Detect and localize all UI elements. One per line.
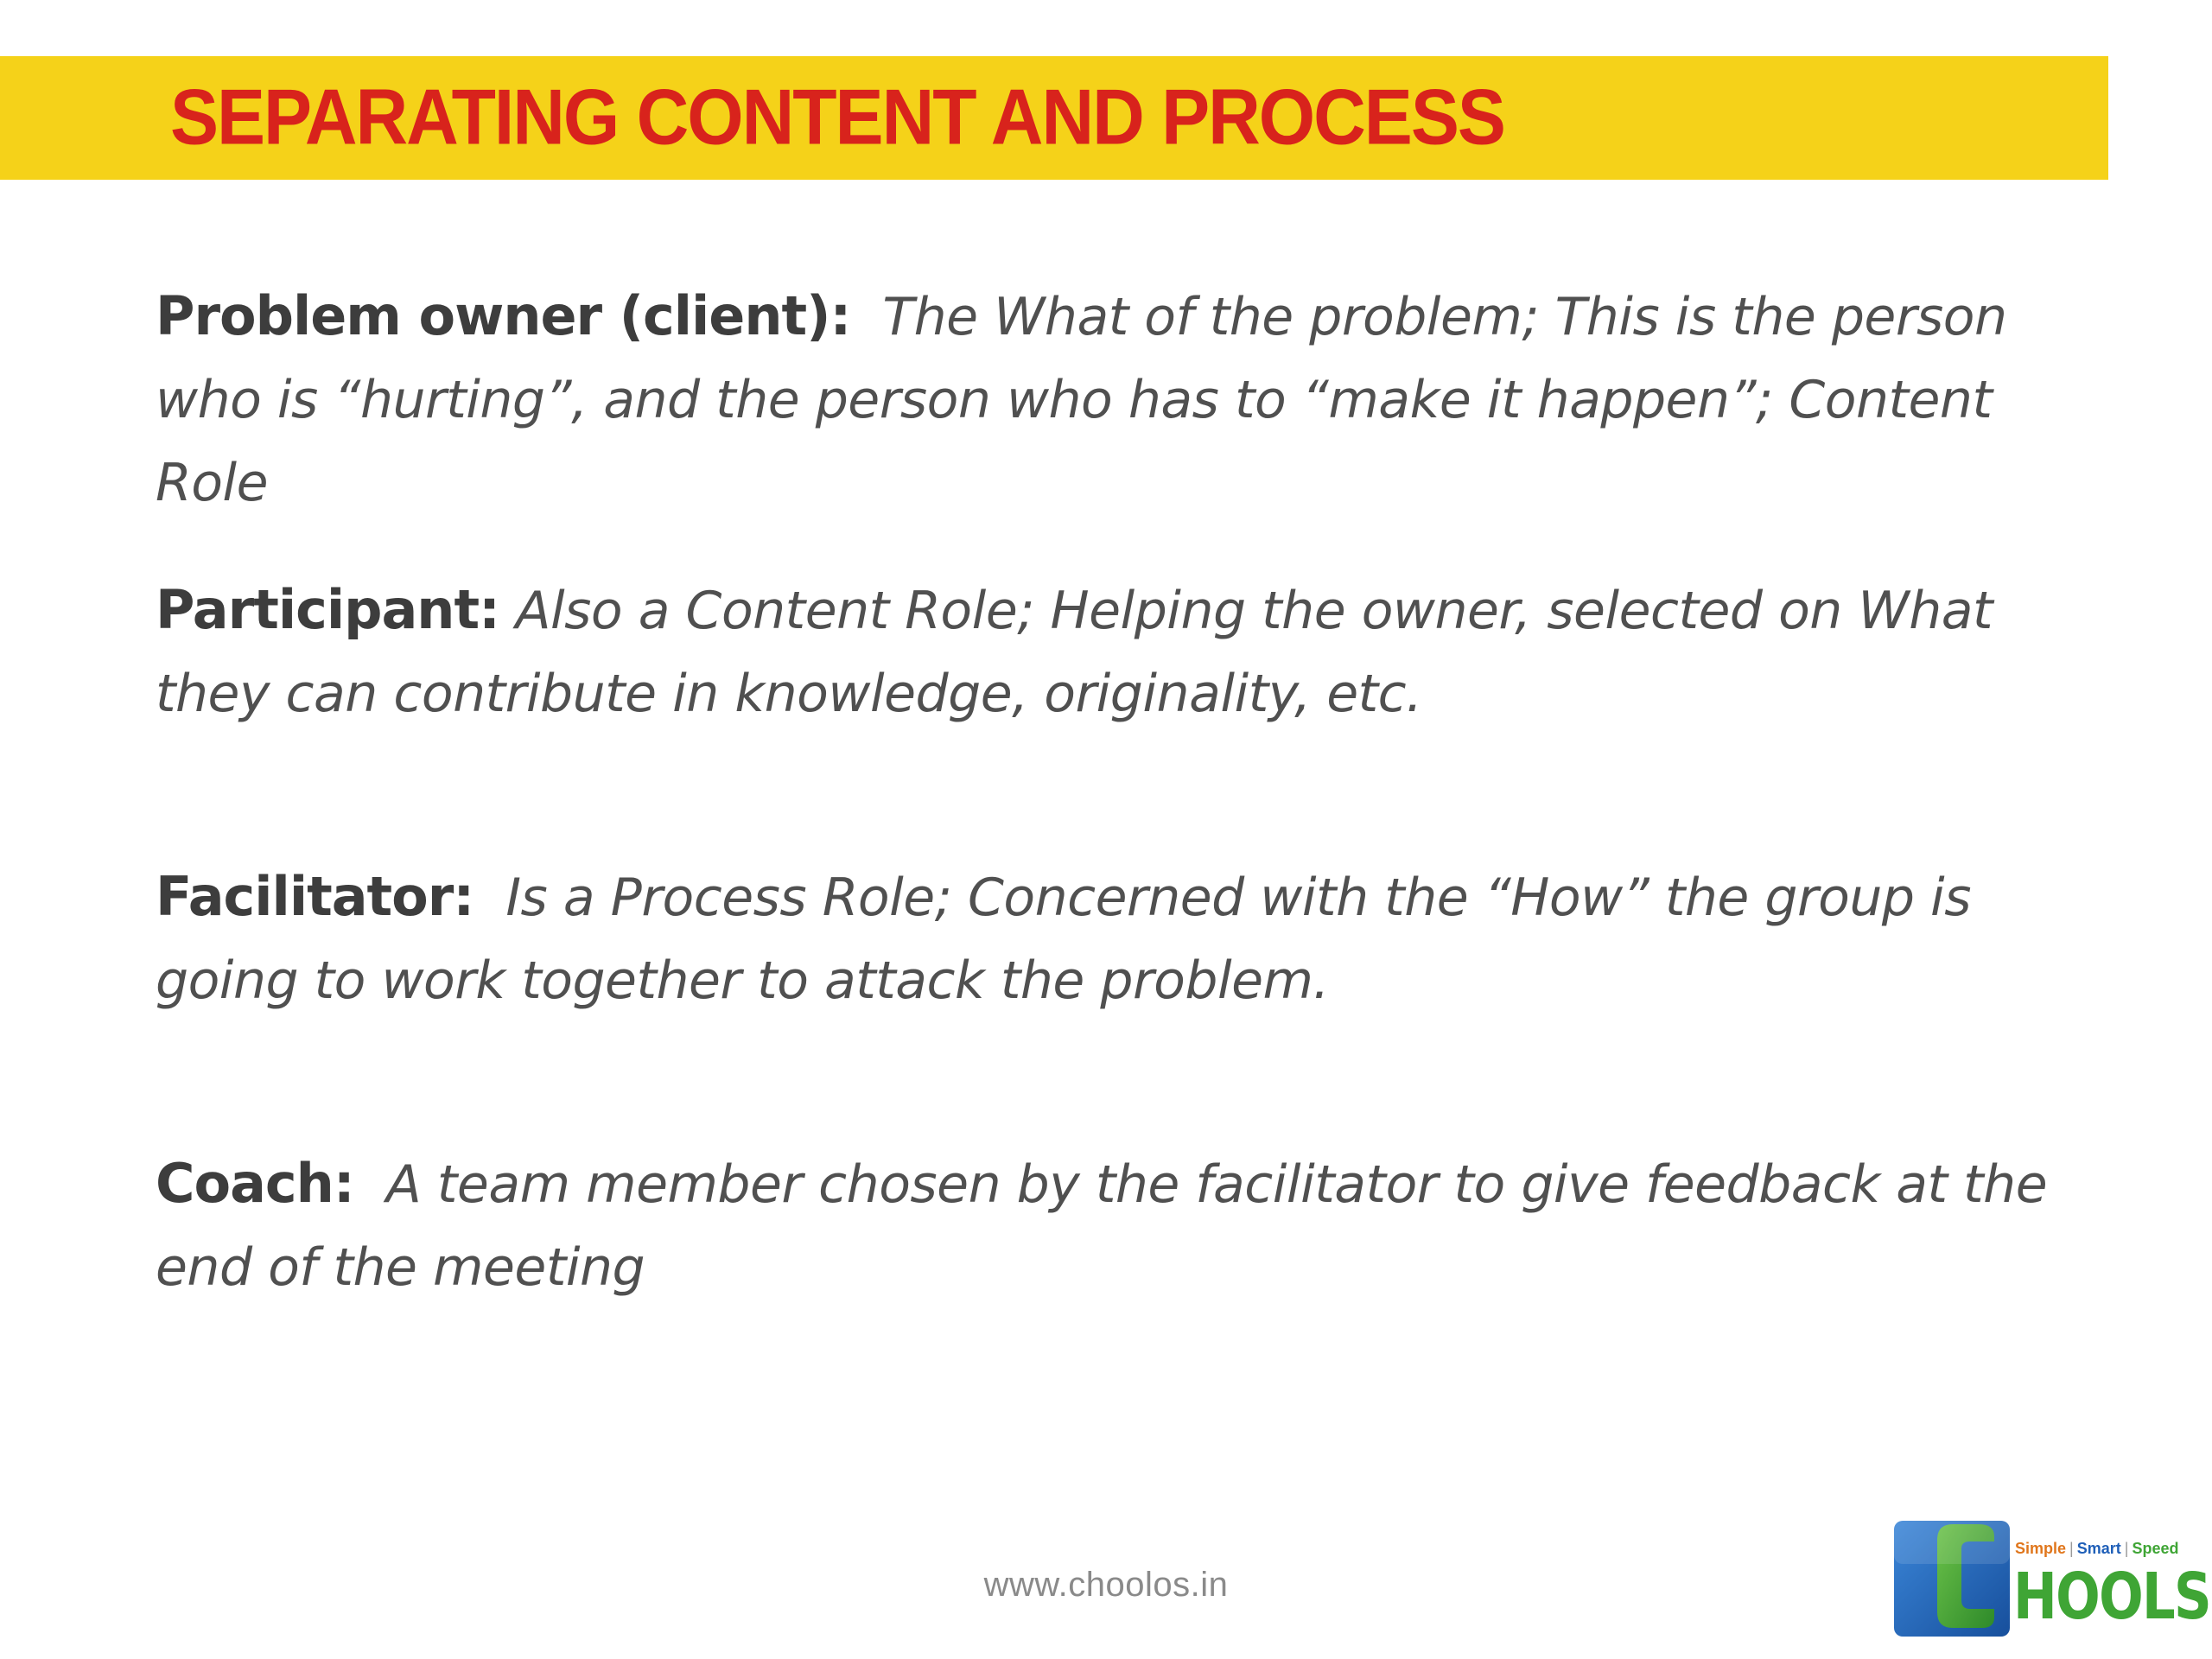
choolos-logo bbox=[1892, 1517, 2211, 1638]
entry-problem-owner bbox=[156, 275, 2091, 524]
entry-participant bbox=[156, 569, 2091, 735]
term-coach: Coach: bbox=[156, 1152, 354, 1215]
footer-url[interactable]: www.choolos.in bbox=[983, 1566, 1229, 1604]
desc-participant: Also a Content Role; Helping the owner, selected on What they can contribute in knowledge, originality, etc. bbox=[156, 581, 1993, 724]
tagline-smart: Smart bbox=[2076, 1540, 2121, 1557]
desc-coach: A team member chosen by the facilitator to give feedback at the end of the meeting bbox=[156, 1154, 2048, 1298]
logo-tagline bbox=[2015, 1540, 2178, 1558]
tagline-simple: Simple bbox=[2015, 1540, 2067, 1557]
term-participant: Participant: bbox=[156, 578, 499, 641]
tagline-speed: Speed bbox=[2132, 1540, 2179, 1557]
entry-coach bbox=[156, 1142, 2091, 1309]
tagline-separator: | bbox=[2124, 1540, 2129, 1557]
desc-problem-owner: The What of the problem; This is the person who is “hurting”, and the person who has to “make it happen”; Content Role bbox=[156, 287, 2007, 513]
term-facilitator: Facilitator: bbox=[156, 865, 474, 928]
choolos-c-logo-icon bbox=[1892, 1517, 2012, 1638]
term-problem-owner: Problem owner (client): bbox=[156, 284, 851, 347]
desc-facilitator: Is a Process Role; Concerned with the “How” the group is going to work together to attack the problem. bbox=[156, 868, 1971, 1011]
tagline-separator: | bbox=[2069, 1540, 2074, 1557]
slide-title: SEPARATING CONTENT AND PROCESS bbox=[170, 73, 1504, 161]
entry-facilitator bbox=[156, 855, 2091, 1022]
logo-wordmark: HOOLS bbox=[2013, 1560, 2211, 1634]
